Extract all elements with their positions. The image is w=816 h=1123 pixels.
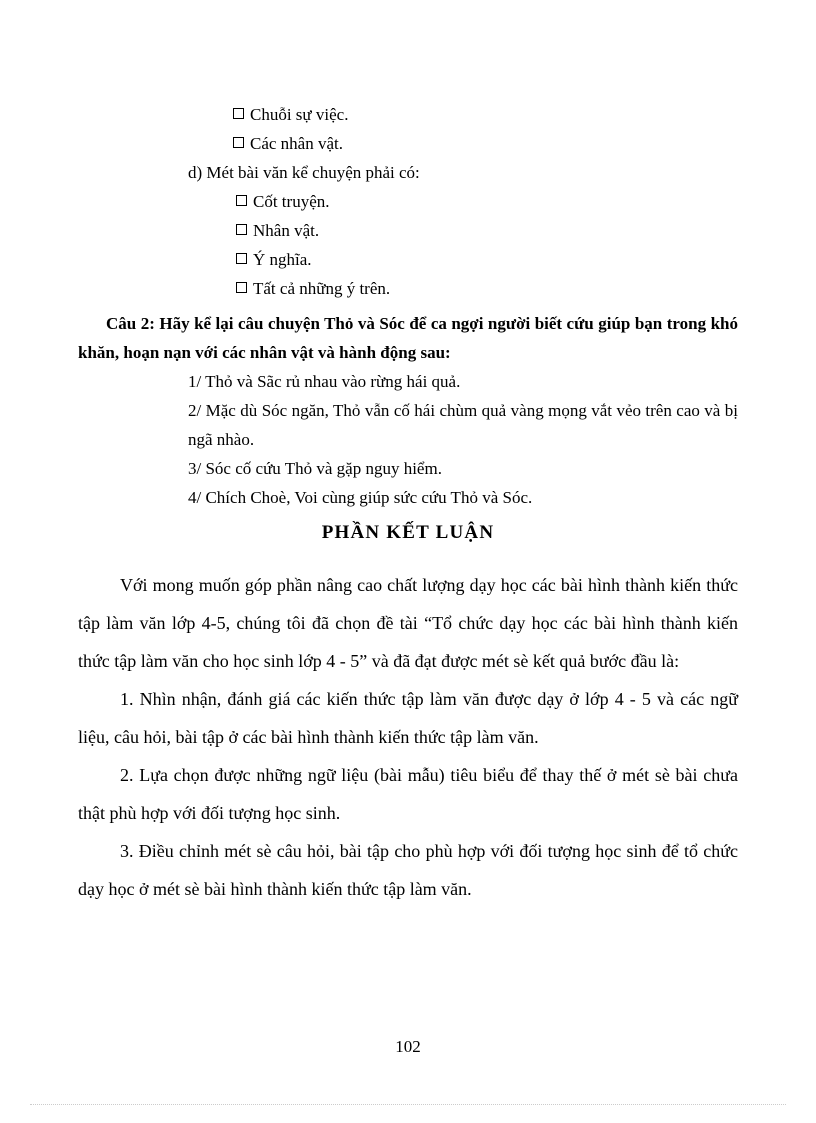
list-item: 3/ Sóc cố cứu Thỏ và gặp nguy hiểm. — [188, 459, 442, 478]
lead-line-d: d) Mét bài văn kể chuyện phải có: — [188, 163, 420, 182]
checkbox-icon[interactable] — [233, 137, 244, 148]
checkbox-icon[interactable] — [236, 253, 247, 264]
option-label: Cốt truyện. — [253, 192, 330, 211]
section-title: PHẦN KẾT LUẬN — [321, 522, 495, 543]
paragraph: 3. Điều chỉnh mét sè câu hỏi, bài tập cho phù hợp với đối tượng học sinh để tổ chức dạy học ở mét sè bài hình thành kiến thức tập làm văn. — [78, 841, 738, 899]
option-row — [78, 274, 738, 303]
paragraph: 2. Lựa chọn được những ngữ liệu (bài mẫu) tiêu biểu để thay thế ở mét sè bài chưa thật phù hợp với đối tượng học sinh. — [78, 765, 738, 823]
option-row — [78, 100, 738, 129]
list-item: 1/ Thỏ và Sãc rủ nhau vào rừng hái quả. — [188, 372, 461, 391]
option-row — [78, 129, 738, 158]
checkbox-icon[interactable] — [233, 108, 244, 119]
option-label: Chuỗi sự việc. — [250, 105, 349, 124]
option-row — [78, 245, 738, 274]
page-number: 102 — [395, 1037, 421, 1056]
option-row — [78, 187, 738, 216]
list-item: 4/ Chích Choè, Voi cùng giúp sức cứu Thỏ và Sóc. — [188, 488, 533, 507]
option-label: Ý nghĩa. — [253, 250, 312, 269]
option-row — [78, 216, 738, 245]
question-heading: Câu 2: Hãy kể lại câu chuyện Thỏ và Sóc để ca ngợi người biết cứu giúp bạn trong khó khăn, hoạn nạn với các nhân vật và hành động sau: — [78, 314, 738, 362]
page-content — [78, 100, 738, 908]
option-label: Các nhân vật. — [250, 134, 343, 153]
option-label: Tất cả những ý trên. — [253, 279, 391, 298]
checkbox-icon[interactable] — [236, 195, 247, 206]
paragraph: Với mong muốn góp phần nâng cao chất lượng dạy học các bài hình thành kiến thức tập làm văn lớp 4-5, chúng tôi đã chọn đề tài “Tổ chức dạy học các bài hình thành kiến thức tập làm văn cho học sinh lớp 4 - 5” và đã đạt được mét sè kết quả bước đầu là: — [78, 575, 738, 671]
list-item: 2/ Mặc dù Sóc ngăn, Thỏ vẫn cố hái chùm quả vàng mọng vắt vẻo trên cao và bị ngã nhào. — [188, 401, 738, 449]
paragraph: 1. Nhìn nhận, đánh giá các kiến thức tập làm văn được dạy ở lớp 4 - 5 và các ngữ liệu, câu hỏi, bài tập ở các bài hình thành kiến thức tập làm văn. — [78, 689, 738, 747]
option-label: Nhân vật. — [253, 221, 320, 240]
checkbox-icon[interactable] — [236, 282, 247, 293]
checkbox-icon[interactable] — [236, 224, 247, 235]
footer-divider — [30, 1104, 786, 1105]
